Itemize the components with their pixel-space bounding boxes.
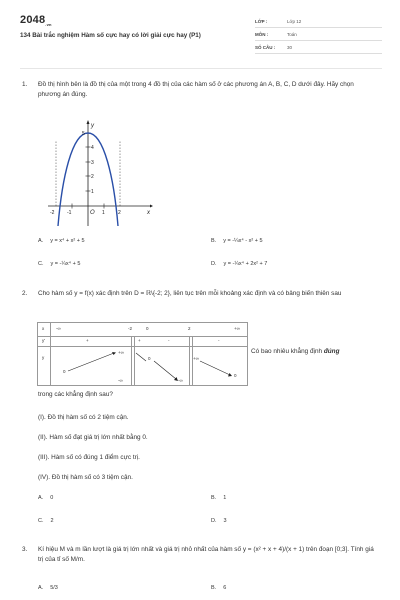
table-x-label: x [42, 326, 45, 331]
q2-intro: trong các khẳng định sau? [38, 391, 113, 398]
table-y-value: -∞ [178, 378, 183, 383]
y-axis-label: y [91, 123, 94, 129]
table-x-value: 0 [146, 326, 149, 331]
table-y-value: +∞ [193, 356, 199, 361]
table-sign: + [138, 338, 141, 343]
table-x-value: -∞ [56, 326, 61, 331]
document-header [20, 14, 382, 64]
meta-row-class: LỚP : Lớp 12 [255, 16, 382, 28]
table-y-value: 0 [63, 369, 66, 374]
y-tick-label: 5 [82, 131, 85, 137]
side-note: Có bao nhiêu khẳng định đúng [251, 348, 340, 355]
table-y-value: 0 [234, 373, 237, 378]
statement-1: (I). Đồ thị hàm số có 2 tiệm cận. [38, 414, 129, 421]
table-sign: - [218, 338, 220, 343]
table-sign: + [86, 338, 89, 343]
question-2-text: Cho hàm số y = f(x) xác định trên D = ℝ\{-2; 2}, liên tục trên mỗi khoảng xác định và có bảng biến thiên sau [38, 290, 342, 297]
q2-option-b[interactable]: B. 1 [211, 495, 227, 501]
table-y-value: 0 [148, 356, 151, 361]
table-y-value: +∞ [118, 350, 124, 355]
meta-row-count: SỐ CÂU : 30 [255, 42, 382, 54]
q1-option-c[interactable]: C. y = -¼x⁴ + 5 [38, 261, 81, 267]
question-1-text: Đồ thị hình bên là đồ thị của một trong 4 đồ thị của các hàm số ở các phương án A, B, C, D dưới đây. Hãy chọn phương án đúng. [38, 81, 354, 98]
x-tick-label: -2 [50, 210, 55, 216]
q2-option-d[interactable]: D. 3 [211, 518, 227, 524]
statement-3: (III). Hàm số có đúng 1 điểm cực trị. [38, 454, 140, 461]
table-x-value: 2 [188, 326, 191, 331]
header-divider [20, 68, 382, 69]
y-tick-label: 2 [91, 174, 94, 180]
question-1: 1. Đồ thị hình bên là đồ thị của một trong 4 đồ thị của các hàm số ở các phương án A, B, C, D dưới đây. Hãy chọn phương án đúng. [22, 80, 382, 110]
origin-label: O [90, 210, 95, 216]
table-arrows [38, 323, 249, 387]
y-tick-label: 3 [91, 160, 94, 166]
site-logo[interactable]: $2048_{.vn}$ [20, 14, 52, 28]
x-tick-label: 1 [102, 210, 105, 216]
y-tick-label: 4 [91, 145, 94, 151]
y-tick-label: 1 [91, 189, 94, 195]
x-tick-label: 2 [118, 210, 121, 216]
statement-2: (II). Hàm số đạt giá trị lớn nhất bằng 0. [38, 434, 148, 441]
statement-4: (IV). Đồ thị hàm số có 3 tiệm cận. [38, 474, 133, 481]
function-graph [48, 118, 153, 226]
table-yp-label: y' [42, 338, 46, 343]
table-x-value: +∞ [234, 326, 240, 331]
variation-table [37, 322, 248, 386]
q2-option-c[interactable]: C. 2 [38, 518, 54, 524]
x-axis-label: x [147, 210, 150, 216]
table-x-value: -2 [128, 326, 133, 331]
meta-row-subject: MÔN : Toán [255, 29, 382, 41]
document-meta [255, 16, 382, 55]
q3-option-b[interactable]: B. 6 [211, 585, 227, 591]
document-title: 134 Bài trắc nghiệm Hàm số cực hay có lời giải cực hay (P1) [20, 32, 201, 39]
question-3: 3. Kí hiệu M và m lần lượt là giá trị lớn nhất và giá trị nhỏ nhất của hàm số y = (x² + x + 4)/(x + 1) trên đoạn [0;3]. Tính giá trị của tỉ số M/m. [22, 545, 382, 573]
x-tick-label: -1 [67, 210, 72, 216]
q1-option-a[interactable]: A. y = x⁴ + x² + 5 [38, 238, 85, 244]
table-y-value: -∞ [118, 378, 123, 383]
table-sign: - [168, 338, 170, 343]
q3-option-a[interactable]: A. 5/3 [38, 585, 58, 591]
q1-option-b[interactable]: B. y = -¼x⁴ - x² + 5 [211, 238, 263, 244]
question-2: 2. Cho hàm số y = f(x) xác định trên D = ℝ\{-2; 2}, liên tục trên mỗi khoảng xác định và có bảng biến thiên sau [22, 289, 382, 319]
table-y-label: y [42, 355, 45, 360]
question-3-text: Kí hiệu M và m lần lượt là giá trị lớn nhất và giá trị nhỏ nhất của hàm số y = (x² + x + 4)/(x + 1) trên đoạn [0;3]. Tính giá trị của tỉ số M/m. [38, 546, 374, 563]
q2-option-a[interactable]: A. 0 [38, 495, 54, 501]
q1-option-d[interactable]: D. y = -¼x⁴ + 2x² + 7 [211, 261, 268, 267]
